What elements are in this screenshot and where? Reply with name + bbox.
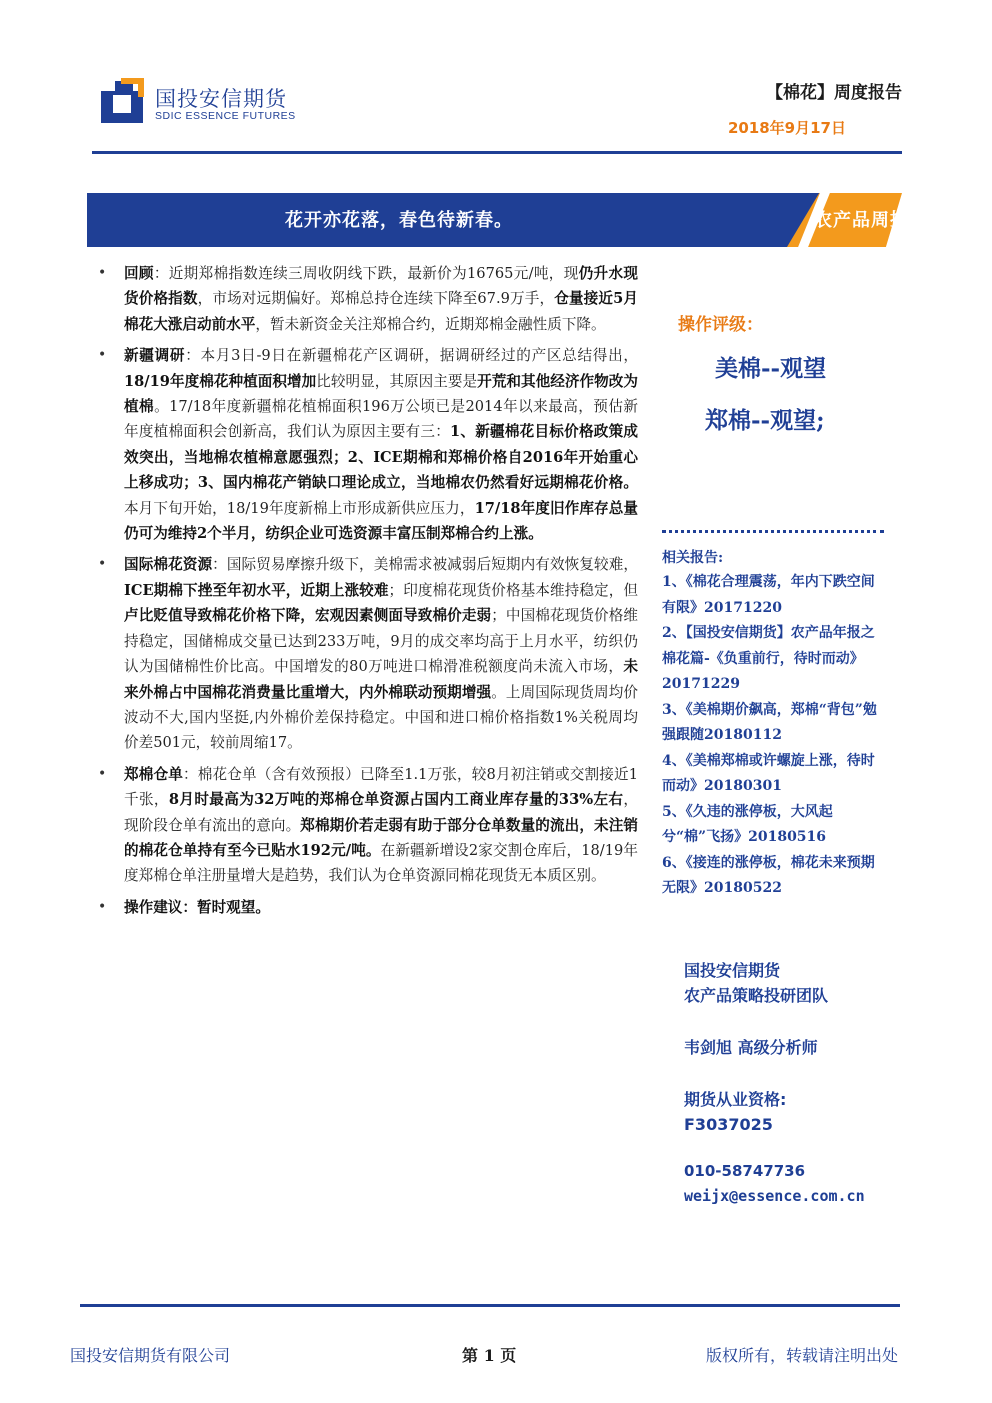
main-content <box>98 261 638 926</box>
emphasis-text: 18/19年度棉花种植面积增加 <box>124 372 317 390</box>
emphasis-text: 1、新疆棉花目标价格政策成效突出，当地棉农植棉意愿强烈；2、ICE期棉和郑棉价格自2016年开始重心上移成功；3、国内棉花产销缺口理论成立，当地棉农仍然看好远期棉花价格。 <box>124 423 638 492</box>
bullet-international <box>98 552 638 755</box>
bullet-dot-icon: • <box>98 556 107 573</box>
emphasis-text: 卢比贬值导致棉花价格下降，宏观因素侧面导致棉价走弱 <box>124 607 492 625</box>
analyst-contact <box>684 958 894 1209</box>
header-divider <box>92 151 902 154</box>
bullet-advice <box>98 895 638 920</box>
emphasis-text: 仍升水现货价格指数 <box>124 265 638 308</box>
company-logo <box>97 77 297 127</box>
related-report-item[interactable]: 2、【国投安信期货】农产品年报之棉花篇-《负重前行，待时而动》20171229 <box>662 625 875 692</box>
emphasis-text: 开荒和其他经济作物改为植棉 <box>124 372 638 416</box>
phone-number: 010-58747736 <box>684 1162 806 1180</box>
body-text: 。17/18年度新疆棉花植棉面积196万公顷已是2014年以来最高，预估新年度植棉面积会创新高，我们认为原因主要有三： <box>124 398 638 441</box>
footer-company: 国投安信期货有限公司 <box>70 1346 231 1365</box>
rating-label: 操作评级： <box>678 315 763 335</box>
analyst-name: 韦剑旭 高级分析师 <box>684 1038 818 1057</box>
bullet-review <box>98 261 638 337</box>
footer-divider <box>80 1304 900 1307</box>
related-report-item[interactable]: 3、《美棉期价飙高，郑棉“背包”勉强跟随20180112 <box>662 701 877 743</box>
emphasis-text: 8月时最高为32万吨的郑棉仓单资源占国内工商业库存量的33%左右 <box>168 791 624 809</box>
body-text: ，现阶段仓单有流出的意向。 <box>124 791 638 834</box>
body-text: 。上周国际现货周均价波动不大,国内坚挺,内外棉价差保持稳定。中国和进口棉价格指数1%关税周均价差501元，较前周缩17。 <box>124 683 638 752</box>
sidebar-dotted-divider <box>662 530 884 533</box>
related-reports <box>662 546 887 902</box>
report-type: 【棉花】周度报告 <box>766 83 902 103</box>
body-text: 本月下旬开始，18/19年度新棉上市形成新供应压力， <box>124 499 475 517</box>
bullet-dot-icon: • <box>98 265 107 281</box>
rating-us-cotton: 美棉--观望 <box>715 355 827 382</box>
emphasis-text: 国际棉花资源 <box>124 556 213 574</box>
logo-text-cn: 国投安信期货 <box>155 87 287 111</box>
related-reports-title: 相关报告: <box>662 550 724 566</box>
emphasis-text: 操作建议：暂时观望。 <box>124 898 270 916</box>
related-report-item[interactable]: 5、《久违的涨停板，大风起兮“棉”飞扬》20180516 <box>662 803 833 845</box>
license-label: 期货从业资格: <box>684 1090 787 1109</box>
team-company: 国投安信期货 <box>684 961 781 980</box>
body-text: ：棉花仓单（含有效预报）已降至1.1万张，较8月初注销或交割接近1千张， <box>124 765 638 809</box>
body-text: ，暂未新资金关注郑棉合约，近期郑棉金融性质下降。 <box>255 315 606 333</box>
body-text: ，市场对远期偏好。郑棉总持仓连续下降至67.9万手， <box>197 290 555 308</box>
rating-zz-cotton: 郑棉--观望; <box>705 407 825 434</box>
body-text: ：国际贸易摩擦升级下，美棉需求被减弱后短期内有效恢复较难， <box>212 556 638 574</box>
emphasis-text: 郑棉期价若走弱有助于部分仓单数量的流出，未注销的棉花仓单持有至今已贴水192元/吨。 <box>124 816 638 859</box>
body-text: ；印度棉花现货价格基本维持稳定，但 <box>388 581 638 599</box>
emphasis-text: 回顾 <box>124 265 154 282</box>
body-text: ；中国棉花现货价格维持稳定，国储棉成交量已达到233万吨，9月的成交率均高于上月水平，纺织仍认为国储棉性价比高。中国增发的80万吨进口棉滑准税额度尚未流入市场， <box>124 607 638 676</box>
bullet-text <box>124 347 638 542</box>
emphasis-text: 新疆调研 <box>124 347 186 365</box>
bullet-dot-icon: • <box>98 347 107 364</box>
body-text: 比较明显，其原因主要是 <box>316 372 478 390</box>
bullet-xinjiang <box>98 343 638 546</box>
body-text: ：本月3日-9日在新疆棉花产区调研，据调研经过的产区总结得出， <box>185 347 638 365</box>
logo-mark-icon <box>97 77 147 127</box>
related-report-item[interactable]: 1、《棉花合理震荡，年内下跌空间有限》20171220 <box>662 574 875 616</box>
report-headline: 花开亦花落，春色待新春。 <box>285 210 513 231</box>
logo-text-en: SDIC ESSENCE FUTURES <box>155 110 296 122</box>
team-name: 农产品策略投研团队 <box>684 986 829 1005</box>
bullet-dot-icon: • <box>98 898 107 915</box>
body-text: ：近期郑棉指数连续三周收阴线下跌，最新价为16765元/吨，现 <box>153 265 579 282</box>
bullet-text <box>124 899 270 916</box>
bullet-warehouse <box>98 762 638 889</box>
title-banner <box>87 193 909 247</box>
report-date: 2018年9月17日 <box>727 119 846 137</box>
related-report-item[interactable]: 6、《接连的涨停板，棉花未来预期无限》20180522 <box>662 854 875 896</box>
emphasis-text: ICE期棉下挫至年初水平，近期上涨较难 <box>124 581 389 599</box>
bullet-text <box>124 766 638 885</box>
related-report-item[interactable]: 4、《美棉郑棉或许螺旋上涨，待时而动》20180301 <box>662 752 875 794</box>
footer-copyright: 版权所有，转载请注明出处 <box>706 1346 899 1365</box>
bullet-dot-icon: • <box>98 765 107 782</box>
emphasis-text: 仓量接近5月棉花大涨启动前水平 <box>124 290 638 333</box>
emphasis-text: 未来外棉占中国棉花消费量比重增大，内外棉联动预期增强 <box>124 658 638 701</box>
license-number: F3037025 <box>684 1115 773 1134</box>
email-address[interactable]: weijx@essence.com.cn <box>684 1187 865 1205</box>
bullet-text <box>124 556 638 751</box>
bullet-text <box>124 265 638 333</box>
page-number: 第 1 页 <box>462 1346 517 1365</box>
emphasis-text: 17/18年度旧作库存总量仍可为维持2个半月，纺织企业可选资源丰富压制郑棉合约上涨。 <box>124 499 638 543</box>
report-category: 农产品周报 <box>814 210 909 231</box>
emphasis-text: 郑棉仓单 <box>124 765 183 783</box>
body-text: 在新疆新增设2家交割仓库后，18/19年度郑棉仓单注册量增大是趋势，我们认为仓单资源同棉花现货无本质区别。 <box>124 841 639 885</box>
